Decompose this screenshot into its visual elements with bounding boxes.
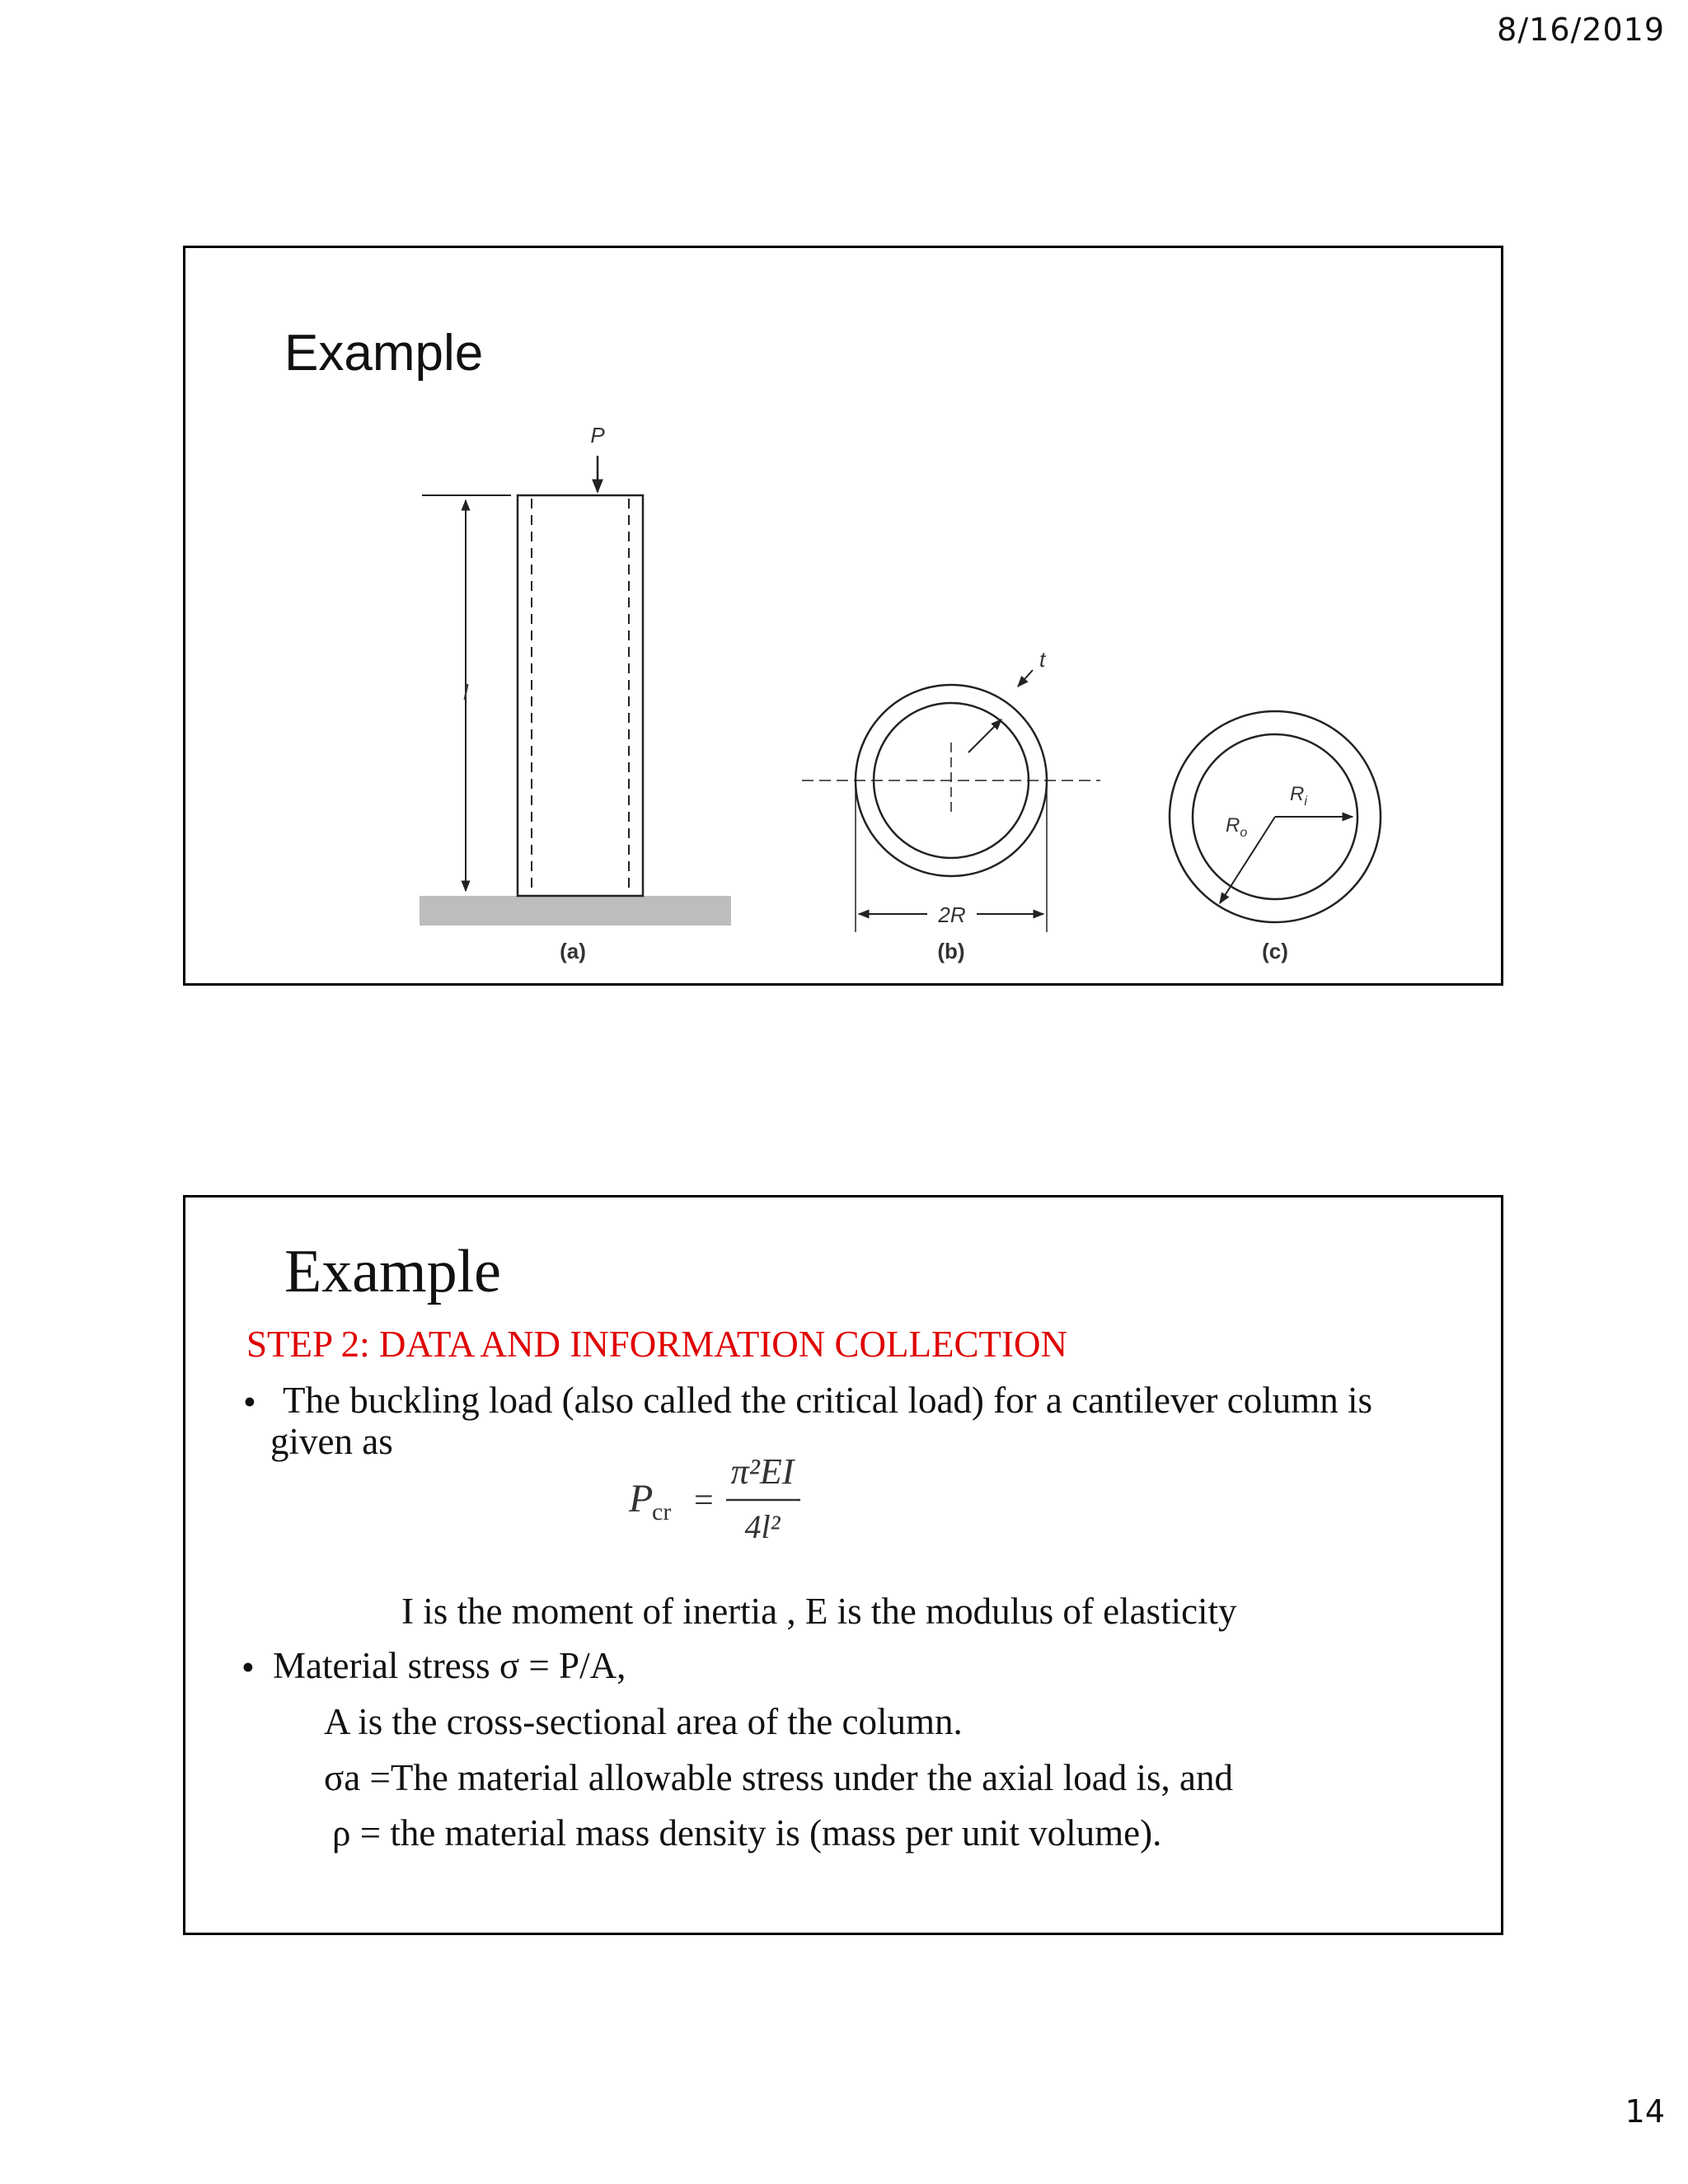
header-date: 8/16/2019 (1497, 12, 1665, 48)
caption-b: (b) (937, 939, 965, 963)
load-label: P (590, 423, 605, 448)
diameter-label: 2R (938, 902, 966, 927)
column-outline (518, 495, 643, 896)
thickness-label: t (1039, 647, 1046, 672)
caption-a: (a) (560, 939, 586, 963)
bullet-1-line-2: given as (270, 1421, 393, 1462)
outer-radius-label: $R_o$ (1226, 814, 1248, 840)
slide-1-title: Example (284, 325, 484, 382)
note-mass-density: ρ = the material mass density is (mass per unit volume). (332, 1812, 1162, 1854)
column-cross-section-diagram (185, 248, 1506, 988)
radius-arrow (968, 719, 1001, 752)
formula-lhs: P (629, 1477, 654, 1521)
note-moment-of-inertia: I is the moment of inertia , E is the modulus of elasticity (401, 1591, 1237, 1632)
ground-base (420, 896, 731, 926)
bullet-1-line-1: The buckling load (also called the critical load) for a cantilever column is (283, 1380, 1372, 1421)
formula-equals: = (694, 1482, 714, 1520)
slide-1 (183, 246, 1503, 986)
note-cross-sectional-area: A is the cross-sectional area of the column. (324, 1701, 963, 1742)
tube-cross-section-b (802, 647, 1100, 963)
bullet-marker-1: • (243, 1381, 256, 1422)
page-number: 14 (1625, 2093, 1665, 2130)
slide-2-title: Example (284, 1238, 502, 1305)
bullet-2-material-stress: Material stress σ = P/A, (273, 1645, 626, 1686)
inner-radius-label: $R_i$ (1290, 783, 1307, 808)
bullet-marker-2: • (241, 1647, 255, 1688)
column-figure-a (420, 423, 731, 963)
buckling-load-formula (614, 1441, 861, 1556)
hollow-section-c (1170, 711, 1381, 963)
thickness-arrow (1018, 670, 1033, 687)
step-heading: STEP 2: DATA AND INFORMATION COLLECTION (246, 1324, 1067, 1365)
slide-2 (183, 1195, 1503, 1935)
formula-lhs-subscript: cr (652, 1498, 672, 1526)
caption-c: (c) (1262, 939, 1288, 963)
length-label: l (463, 680, 468, 705)
note-allowable-stress: σa =The material allowable stress under the axial load is, and (324, 1757, 1234, 1798)
formula-denominator: 4l² (744, 1508, 781, 1545)
formula-numerator: π²EI (730, 1451, 795, 1492)
